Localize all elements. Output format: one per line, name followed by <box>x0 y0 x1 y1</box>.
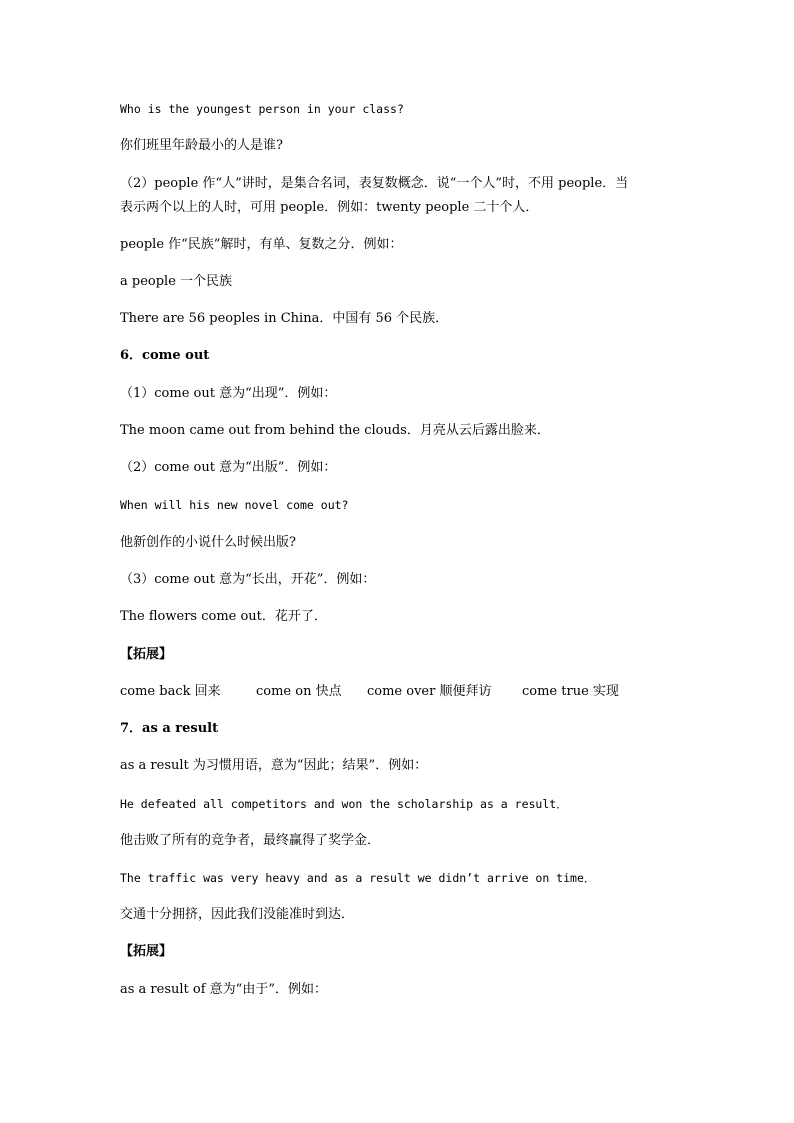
explanation-line: people 作“民族”解时，有单、复数之分．例如： <box>120 237 403 252</box>
example-sentence: There are 56 peoples in China．中国有 56 个民族． <box>120 311 449 326</box>
phrase-item: come back 回来 <box>120 684 221 699</box>
section-heading: 6．come out <box>120 348 210 363</box>
example-sentence: When will his new novel come out? <box>120 498 349 512</box>
example-sentence: He defeated all competitors and won the scholarship as a result． <box>120 797 568 811</box>
example-sentence: The flowers come out．花开了． <box>120 609 327 624</box>
example-phrase: a people 一个民族 <box>120 274 233 289</box>
phrase-item: come on 快点 <box>256 684 342 699</box>
section-heading: 7．as a result <box>120 721 219 736</box>
explanation-line: （2）come out 意为“出版”．例如： <box>120 460 337 475</box>
translation: 你们班里年龄最小的人是谁? <box>120 138 283 153</box>
extension-phrases <box>120 680 680 704</box>
extension-heading: 【拓展】 <box>120 944 173 959</box>
translation: 交通十分拥挤，因此我们没能准时到达． <box>120 907 355 922</box>
explanation-line: （3）come out 意为“长出，开花”．例如： <box>120 572 376 587</box>
explanation-line: as a result 为习惯用语，意为“因此；结果”．例如： <box>120 758 428 773</box>
translation: 他新创作的小说什么时候出版? <box>120 535 296 550</box>
example-sentence: The traffic was very heavy and as a result we didn’t arrive on time． <box>120 871 596 885</box>
explanation-line: （2）people 作“人”讲时，是集合名词，表复数概念．说“一个人”时，不用 people．当 <box>120 176 629 191</box>
example-sentence: The moon came out from behind the clouds．月亮从云后露出脸来． <box>120 423 550 438</box>
phrase-item: come over 顺便拜访 <box>367 684 492 699</box>
translation: 他击败了所有的竞争者，最终赢得了奖学金． <box>120 833 381 848</box>
extension-heading: 【拓展】 <box>120 647 173 662</box>
explanation-line: （1）come out 意为“出现”．例如： <box>120 386 337 401</box>
phrase-item: come true 实现 <box>522 684 619 699</box>
explanation-line: as a result of 意为“由于”．例如： <box>120 982 327 997</box>
explanation-line: 表示两个以上的人时，可用 people．例如：twenty people 二十个人． <box>120 200 539 215</box>
example-sentence: Who is the youngest person in your class? <box>120 102 404 116</box>
